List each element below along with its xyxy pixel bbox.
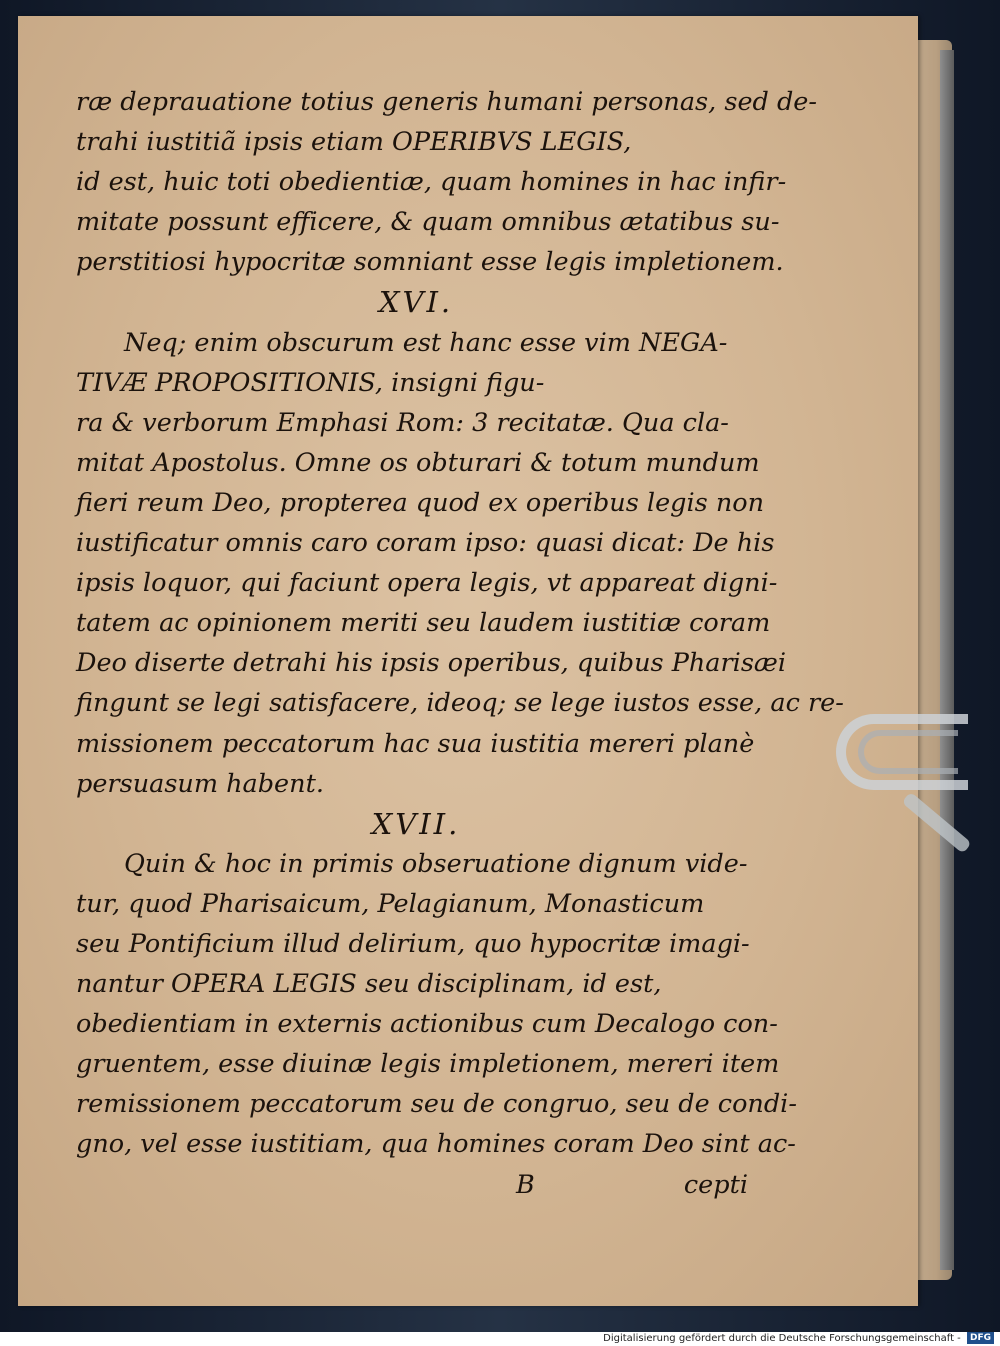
text-line: id est, huic toti obedientiæ, quam homines in hac infir-: [76, 167, 787, 198]
text-line: tatem ac opinionem meriti seu laudem iustitiæ coram: [76, 608, 771, 639]
text-line: perstitiosi hypocritæ somniant esse legis impletionem.: [76, 247, 784, 278]
text-line: iustificatur omnis caro coram ipso: quasi dicat: De his: [76, 528, 775, 559]
book-cover-edge: [940, 50, 954, 1270]
text-line: fieri reum Deo, propterea quod ex operibus legis non: [76, 487, 765, 518]
text-line: ipsis loquor, qui faciunt opera legis, vt appareat digni-: [76, 568, 778, 599]
text-line: seu Pontificium illud delirium, quo hypocritæ imagi-: [76, 928, 750, 959]
catchword: cepti: [683, 1169, 748, 1200]
text-line: gno, vel esse iustitiam, qua homines coram Deo sint ac-: [76, 1129, 796, 1160]
text-line: remissionem peccatorum seu de congruo, seu de condi-: [76, 1089, 797, 1120]
text-line: obedientiam in externis actionibus cum Decalogo con-: [76, 1009, 778, 1040]
book-page: [18, 16, 918, 1306]
text-line: gruentem, esse diuinæ legis impletionem, mereri item: [76, 1049, 780, 1080]
text-line: fingunt se legi satisfacere, ideoq; se lege iustos esse, ac re-: [76, 688, 844, 719]
text-line: Deo diserte detrahi his ipsis operibus, quibus Pharisæi: [76, 648, 787, 679]
dfg-logo: DFG: [967, 1332, 994, 1344]
text-line: persuasum habent.: [76, 768, 324, 799]
text-line: missionem peccatorum hac sua iustitia mereri planè: [76, 728, 755, 759]
text-line: tur, quod Pharisaicum, Pelagianum, Monasticum: [76, 888, 705, 919]
digitization-credit-bar: [0, 1332, 1000, 1346]
text-line: mitate possunt efficere, & quam omnibus ætatibus su-: [76, 207, 780, 238]
section-heading-xvi: XVI.: [378, 285, 454, 320]
credit-text: Digitalisierung gefördert durch die Deutsche Forschungsgemeinschaft -: [603, 1333, 961, 1344]
text-line: trahi iustitiã ipsis etiam OPERIBVS LEGIS,: [76, 127, 632, 158]
text-line: Neq; enim obscurum est hanc esse vim NEGA-: [124, 327, 728, 358]
page-text: [76, 82, 844, 1205]
text-line: TIVÆ PROPOSITIONIS, insigni figu-: [76, 367, 545, 398]
text-line: nantur OPERA LEGIS seu disciplinam, id est,: [76, 969, 662, 1000]
text-line: ræ deprauatione totius generis humani personas, sed de-: [76, 87, 817, 117]
page-footer-marks: [76, 1165, 756, 1205]
paperclip-inner-loop: [858, 730, 958, 774]
signature-mark: B: [516, 1169, 535, 1200]
text-line: mitat Apostolus. Omne os obturari & totum mundum: [76, 447, 760, 478]
section-heading-xvii: XVII.: [371, 806, 461, 841]
text-line: Quin & hoc in primis obseruatione dignum vide-: [124, 848, 748, 879]
text-line: ra & verborum Emphasi Rom: 3 recitatæ. Qua cla-: [76, 407, 729, 438]
